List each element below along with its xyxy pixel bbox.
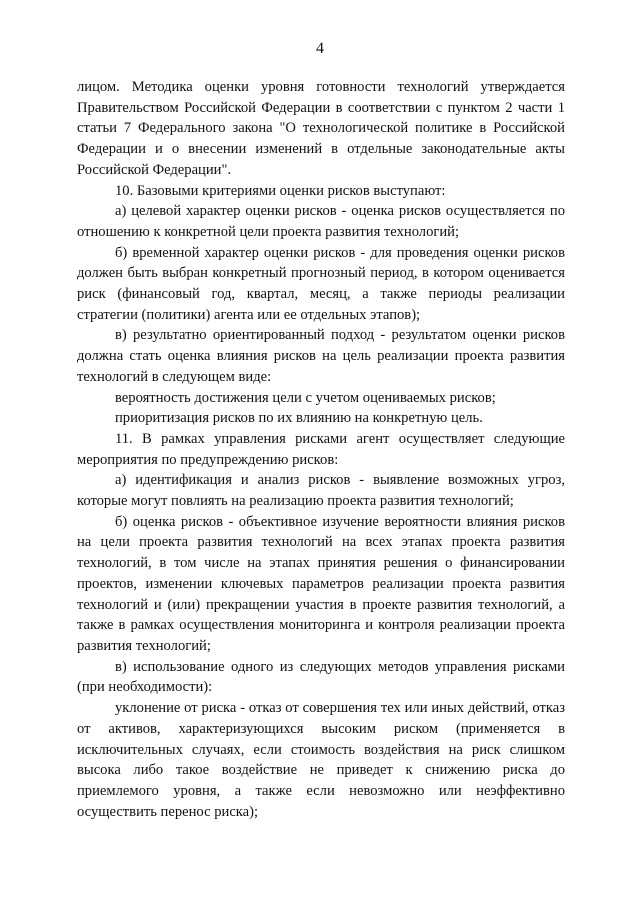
paragraph-10v: в) результатно ориентированный подход - результатом оценки рисков должна стать оценка влияния рисков на цель реализации проекта развития технологий в следующем виде: (77, 327, 565, 385)
paragraph-prioritization: приоритизация рисков по их влиянию на конкретную цель. (115, 410, 483, 427)
paragraph-risk-avoidance: уклонение от риска - отказ от совершения тех или иных действий, отказ от активов, характеризующихся высоким риском (применяется в исключительных случаях, если стоимость воздействия на риск слишком высока либо такое воздействие не приведет к снижению риска до приемлемого уровня, а также если невозможно или неэффективно осуществить перенос риска); (77, 700, 565, 820)
paragraph-probability: вероятность достижения цели с учетом оцениваемых рисков; (115, 389, 496, 406)
paragraph-item-11: 11. В рамках управления рисками агент осуществляет следующие мероприятия по предупреждению рисков: (77, 430, 565, 468)
paragraph-10b: б) временной характер оценки рисков - для проведения оценки рисков должен быть выбран конкретный прогнозный период, в котором оценивается риск (финансовый год, квартал, месяц, а также периоды реализации стратегии (политики) агента или ее отдельных этапов); (77, 244, 565, 323)
paragraph-continuation: лицом. Методика оценки уровня готовности технологий утверждается Правительством Российской Федерации в соответствии с пунктом 2 части 1 статьи 7 Федерального закона "О технологической политике в Российской Федерации и о внесении изменений в отдельные законодательные акты Российской Федерации". (77, 79, 565, 178)
document-body (77, 77, 565, 822)
paragraph-11v: в) использование одного из следующих методов управления рисками (при необходимости): (77, 658, 565, 696)
paragraph-item-10: 10. Базовыми критериями оценки рисков выступают: (115, 182, 446, 199)
page-number: 4 (316, 40, 324, 57)
paragraph-10a: а) целевой характер оценки рисков - оценка рисков осуществляется по отношению к конкретной цели проекта развития технологий; (77, 203, 565, 240)
paragraph-11a: а) идентификация и анализ рисков - выявление возможных угроз, которые могут повлиять на реализацию проекта развития технологий; (77, 472, 565, 510)
paragraph-11b: б) оценка рисков - объективное изучение вероятности влияния рисков на цели проекта развития технологий на всех этапах проекта развития технологий, в том числе на этапах принятия решения о финансировании проектов, изменении ключевых параметров реализации проекта развития технологий и (или) прекращении участия в проекте развития технологий, а также в рамках осуществления мониторинга и контроля реализации проекта развития технологий; (77, 513, 565, 654)
